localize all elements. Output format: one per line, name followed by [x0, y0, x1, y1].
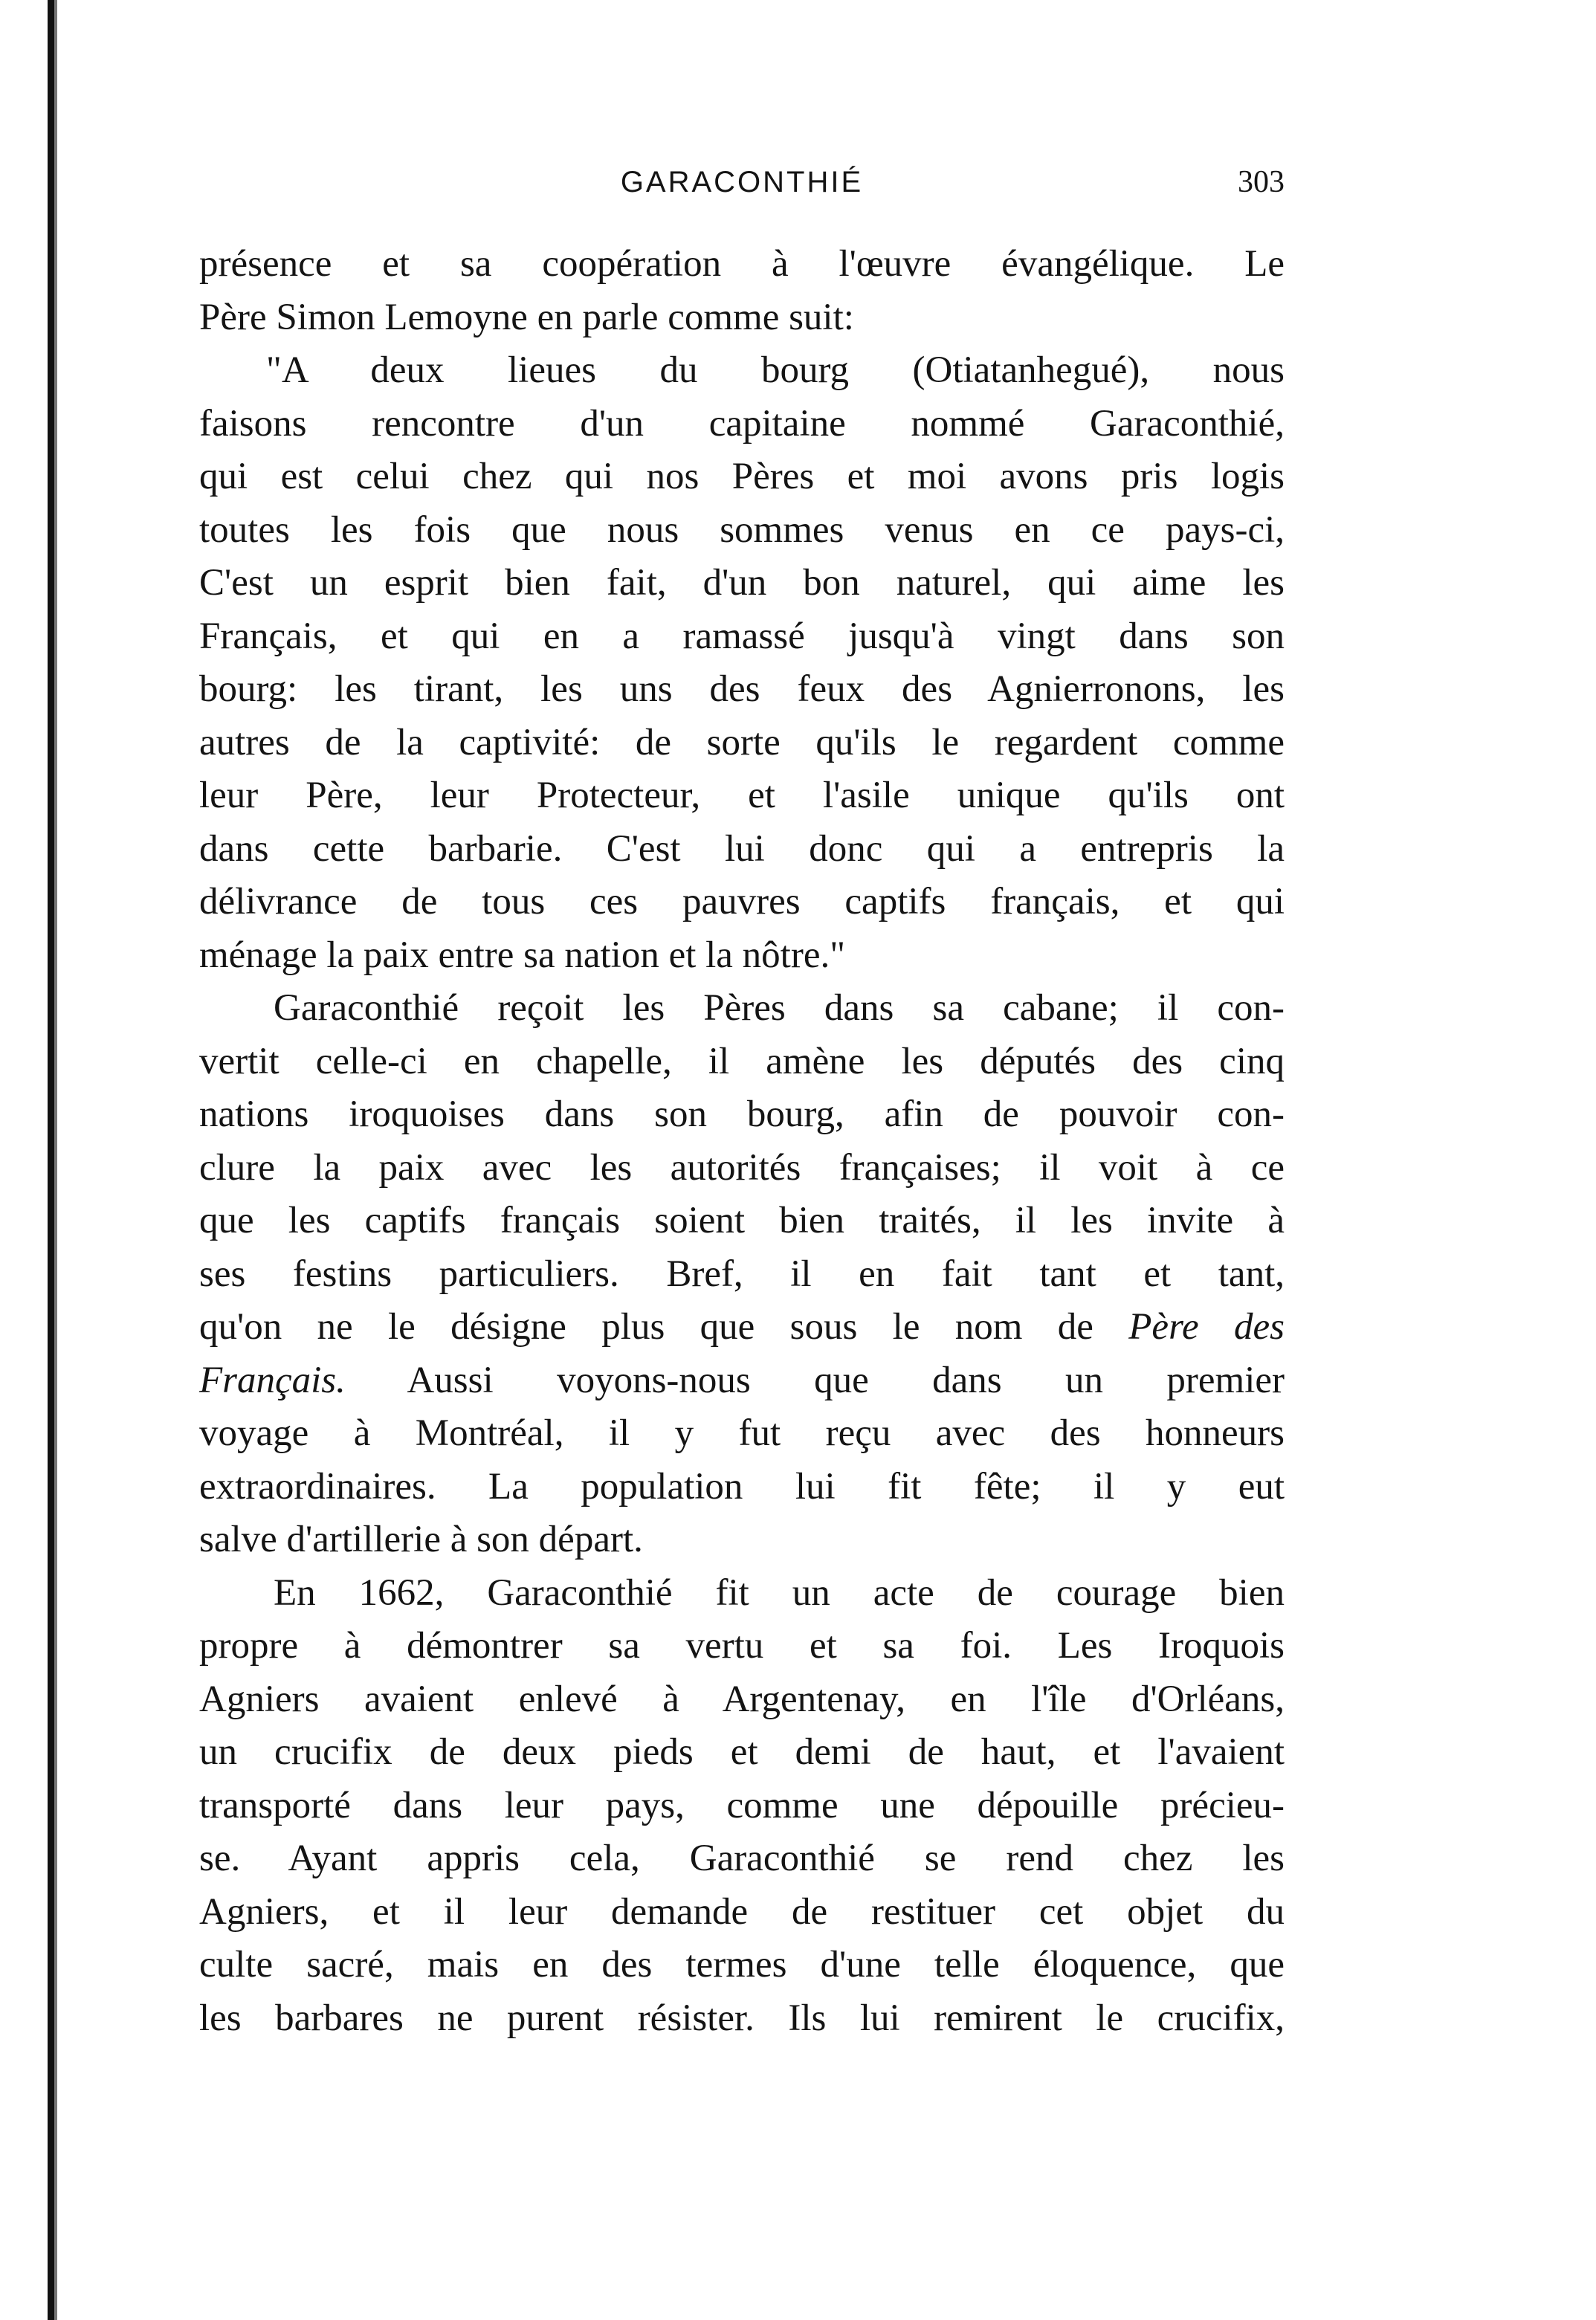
text-line: voyage à Montréal, il y fut reçu avec des honneurs [199, 1412, 1285, 1454]
text-line: présence et sa coopération à l'œuvre évangélique. Le [199, 243, 1285, 285]
text-line: En 1662, Garaconthié fit un acte de courage bien [274, 1571, 1285, 1614]
text-line: bourg: les tirant, les uns des feux des Agnierronons, les [199, 668, 1285, 710]
text-line: leur Père, leur Protecteur, et l'asile unique qu'ils ont [199, 775, 1285, 816]
text-line: Français. Aussi voyons-nous que dans un premier [199, 1359, 1285, 1401]
text-line: "A deux lieues du bourg (Otiatanhegué), nous [266, 349, 1285, 391]
text-line: toutes les fois que nous sommes venus en ce pays-ci, [199, 508, 1285, 551]
running-title: GARACONTHIÉ [620, 166, 864, 198]
text-line: ménage la paix entre sa nation et la nôtre." [199, 934, 846, 976]
text-line: Agniers, et il leur demande de restituer cet objet du [199, 1890, 1285, 1933]
text-line: Garaconthié reçoit les Pères dans sa cabane; il con- [274, 987, 1285, 1029]
text-line: que les captifs français soient bien traités, il les invite à [199, 1200, 1285, 1241]
text-line: qu'on ne le désigne plus que sous le nom de Père des [199, 1306, 1285, 1348]
body-text [199, 238, 1285, 2045]
text-line: nations iroquoises dans son bourg, afin de pouvoir con- [199, 1093, 1285, 1135]
text-line: propre à démontrer sa vertu et sa foi. Les Iroquois [199, 1625, 1285, 1667]
text-line: dans cette barbarie. C'est lui donc qui a entrepris la [199, 827, 1285, 870]
text-line: extraordinaires. La population lui fit fête; il y eut [199, 1465, 1285, 1508]
text-line: autres de la captivité: de sorte qu'ils le regardent comme [199, 721, 1285, 763]
text-line: Français, et qui en a ramassé jusqu'à vingt dans son [199, 615, 1285, 657]
text-line: Agniers avaient enlevé à Argentenay, en l'île d'Orléans, [199, 1678, 1285, 1720]
text-line: culte sacré, mais en des termes d'une telle éloquence, que [199, 1944, 1285, 1985]
text-line: se. Ayant appris cela, Garaconthié se rend chez les [199, 1838, 1285, 1879]
text-line: délivrance de tous ces pauvres captifs français, et qui [199, 881, 1285, 922]
text-line: salve d'artillerie à son départ. [199, 1519, 643, 1560]
text-line: qui est celui chez qui nos Pères et moi avons pris logis [199, 456, 1285, 497]
binding-shadow [54, 0, 57, 2320]
text-line: les barbares ne purent résister. Ils lui remirent le crucifix, [199, 1997, 1285, 2039]
page-number: 303 [1238, 165, 1285, 199]
text-line: vertit celle-ci en chapelle, il amène les députés des cinq [199, 1040, 1285, 1082]
text-line: clure la paix avec les autorités françaises; il voit à ce [199, 1146, 1285, 1189]
text-line: ses festins particuliers. Bref, il en fait tant et tant, [199, 1253, 1285, 1295]
text-line: un crucifix de deux pieds et demi de haut, et l'avaient [199, 1731, 1285, 1773]
text-line: faisons rencontre d'un capitaine nommé Garaconthié, [199, 402, 1285, 445]
running-head [199, 160, 1285, 212]
text-line: C'est un esprit bien fait, d'un bon naturel, qui aime les [199, 562, 1285, 604]
text-line: transporté dans leur pays, comme une dépouille précieu- [199, 1784, 1285, 1826]
binding-edge [48, 0, 54, 2320]
text-line: Père Simon Lemoyne en parle comme suit: [199, 296, 854, 338]
